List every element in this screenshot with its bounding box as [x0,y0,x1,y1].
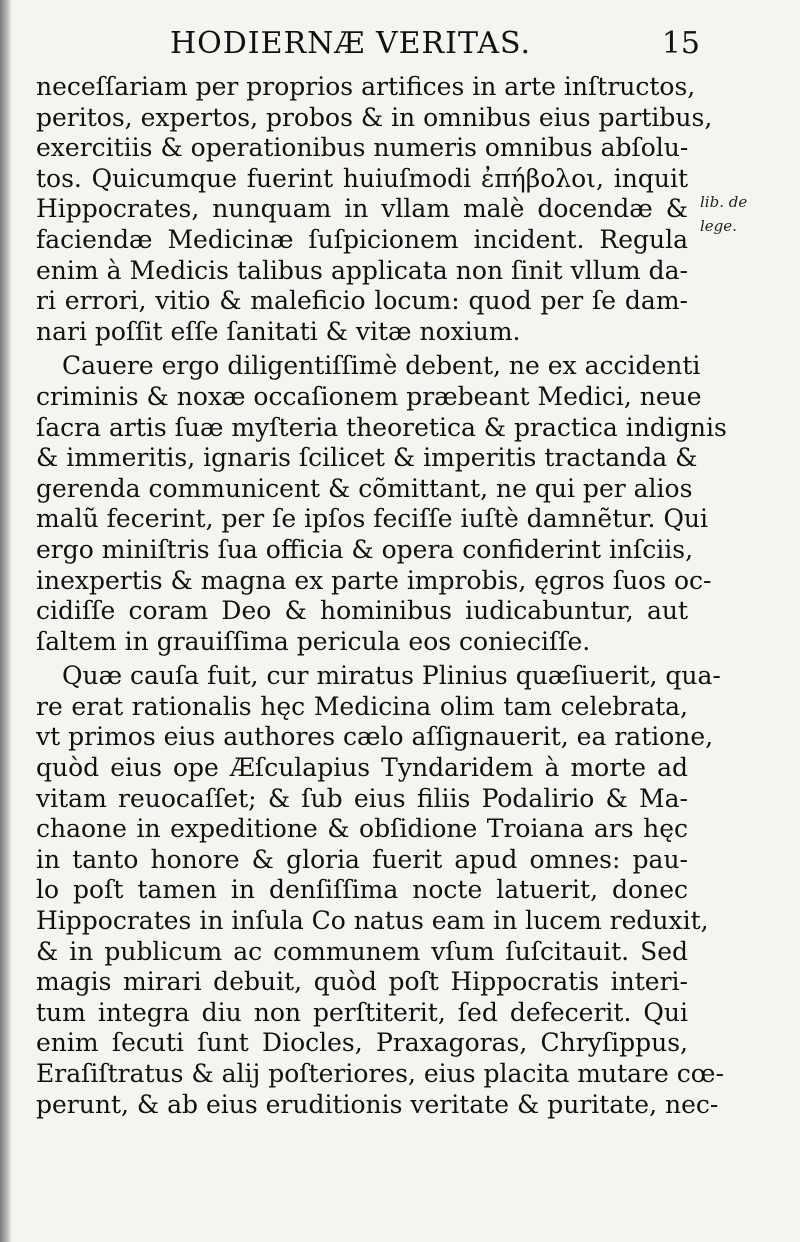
text-line: exercitiis & operationibus numeris omnibus abſolu- [36,133,689,163]
text-line: peritos, expertos, probos & in omnibus eius partibus, [36,102,713,132]
text-line: perunt, & ab eius eruditionis veritate & puritate, nec- [36,1089,719,1119]
page-header [40,26,700,74]
text-line: cidiſſe coram Deo & hominibus iudicabuntur, aut [36,596,688,626]
text-line: lo poſt tamen in denſiſſima nocte latuerit, donec [36,875,688,905]
text-line: enim ſecuti ſunt Diocles, Praxagoras, Chryſippus, [36,1028,688,1058]
page-number: 15 [661,26,700,61]
text-line: tum integra diu non perſtiterit, ſed defecerit. Qui [36,997,688,1027]
paragraph-1 [36,72,713,347]
text-line: inexpertis & magna ex parte improbis, ęgros ſuos oc- [36,565,712,595]
running-title: HODIERNÆ VERITAS. [170,26,532,61]
text-line: criminis & noxæ occaſionem præbeant Medici, neue [36,381,702,411]
text-line: chaone in expeditione & obſidione Troiana ars hęc [36,814,688,844]
paragraph-3 [36,661,724,1120]
text-line: ergo miniſtris ſua officia & opera confiderint inſciis, [36,534,694,564]
text-line: ſacra artis ſuæ myſteria theoretica & practica indignis [36,412,727,442]
text-line: nari poſſit eſſe ſanitati & vitæ noxium. [36,316,521,346]
text-line: & immeritis, ignaris ſcilicet & imperitis tractanda & [36,443,698,473]
text-line: Cauere ergo diligentiſſimè debent, ne ex accidenti [62,351,701,381]
text-line: in tanto honore & gloria fuerit apud omnes: pau- [36,844,688,874]
text-line: malũ fecerint, per ſe ipſos feciſſe iuſtè damnẽtur. Qui [36,504,709,534]
text-line: vitam reuocaſſet; & ſub eius filiis Podalirio & Ma- [36,783,688,813]
text-line: tos. Quicumque fuerint huiuſmodi ἐπήβολοι, inquit [36,163,688,193]
text-line: magis mirari debuit, quòd poſt Hippocratis interi- [36,967,688,997]
margin-note-line: lib. de [700,193,748,211]
text-line: & in publicum ac communem vſum ſuſcitauit. Sed [36,936,688,966]
text-line: ri errori, vitio & maleficio locum: quod per ſe dam- [36,286,688,316]
text-line: neceſſariam per proprios artifices in arte inſtructos, [36,72,696,101]
page-gutter-shadow [0,0,12,1242]
text-line: ſaltem in grauiſſima pericula eos conieciſſe. [36,626,591,656]
text-line: gerenda communicent & cõmittant, ne qui per alios [36,473,693,503]
text-line: quòd eius ope Æſculapius Tyndaridem à morte ad [36,753,688,783]
text-line: Quæ cauſa fuit, cur miratus Plinius quæſiuerit, qua- [62,661,721,691]
text-line: re erat rationalis hęc Medicina olim tam celebrata, [36,691,688,721]
margin-note-line: lege. [700,217,737,235]
text-line: Hippocrates, nunquam in vllam malè docendæ & [36,194,688,224]
text-line: faciendæ Medicinæ ſuſpicionem incident. Regula [36,224,688,254]
text-line: Eraſiſtratus & alij poſteriores, eius placita mutare cœ- [36,1059,724,1088]
paragraph-2 [36,351,727,657]
text-line: Hippocrates in inſula Co natus eam in lucem reduxit, [36,906,709,936]
margin-note [700,190,790,238]
text-line: vt primos eius authores cælo aſſignauerit, ea ratione, [36,722,714,752]
text-line: enim à Medicis talibus applicata non ſinit vllum da- [36,255,688,285]
